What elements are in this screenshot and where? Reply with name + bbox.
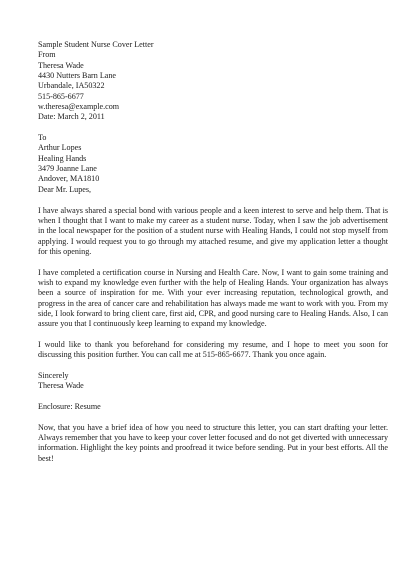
recipient-name: Arthur Lopes [38,143,82,153]
recipient-city: Andover, MA1810 [38,174,100,184]
enclosure: Enclosure: Resume [38,402,101,412]
sender-phone: 515-865-6677 [38,91,84,101]
recipient-company: Healing Hands [38,153,87,163]
valediction: Sincerely [38,371,69,380]
advice-paragraph: Now, that you have a brief idea of how you need to structure this letter, you can start drafting your letter. Always remember that you have to keep your cover letter focused and do not get diverted with unnecessary information. Highlight the key points and proofread it twice before sending. Put in your best efforts. All the best! [38,422,388,463]
body-paragraph-3: I would like to thank you beforehand for considering my resume, and I hope to meet you soon for discussing this position further. You can call me at 515-865-6677. Thank you once again. [38,339,388,360]
body-paragraph-2: I have completed a certification course in Nursing and Health Care. Now, I want to gain some training and wish to expand my knowledge even further with the help of Healing Hands. Your organization has always been a source of inspiration for me. With your ever increasing reputation, technological growth, and progress in the area of cancer care and rehabilitation has always made me want to work with you. From my side, I look forward to bring client care, first aid, CPR, and good nursing care to Healing Hands. Also, I can assure you that I continuously keep learning to expand my knowledge. [38,267,388,329]
sender-email: w.theresa@example.com [38,102,120,112]
document-title: Sample Student Nurse Cover Letter [38,40,154,49]
letter-date: Date: March 2, 2011 [38,112,105,122]
recipient-street: 3479 Joanne Lane [38,164,97,174]
sender-street: 4430 Nutters Barn Lane [38,71,116,81]
to-label: To [38,133,47,143]
sender-name: Theresa Wade [38,60,84,70]
signature-name: Theresa Wade [38,381,84,391]
sender-city: Urbandale, IA50322 [38,81,105,91]
letter-page [38,40,388,464]
body-paragraph-1: I have always shared a special bond with various people and a keen interest to serve and help them. That is when I thought that I want to make my career as a student nurse. Today, when I saw the job advertisement in the local newspaper for the position of a student nurse with Healing Hands, I could not stop myself from applying. I would request you to go through my attached resume, and give my application letter a thought for this opening. [38,205,388,256]
from-label: From [38,50,56,60]
salutation: Dear Mr. Lupes, [38,184,92,194]
